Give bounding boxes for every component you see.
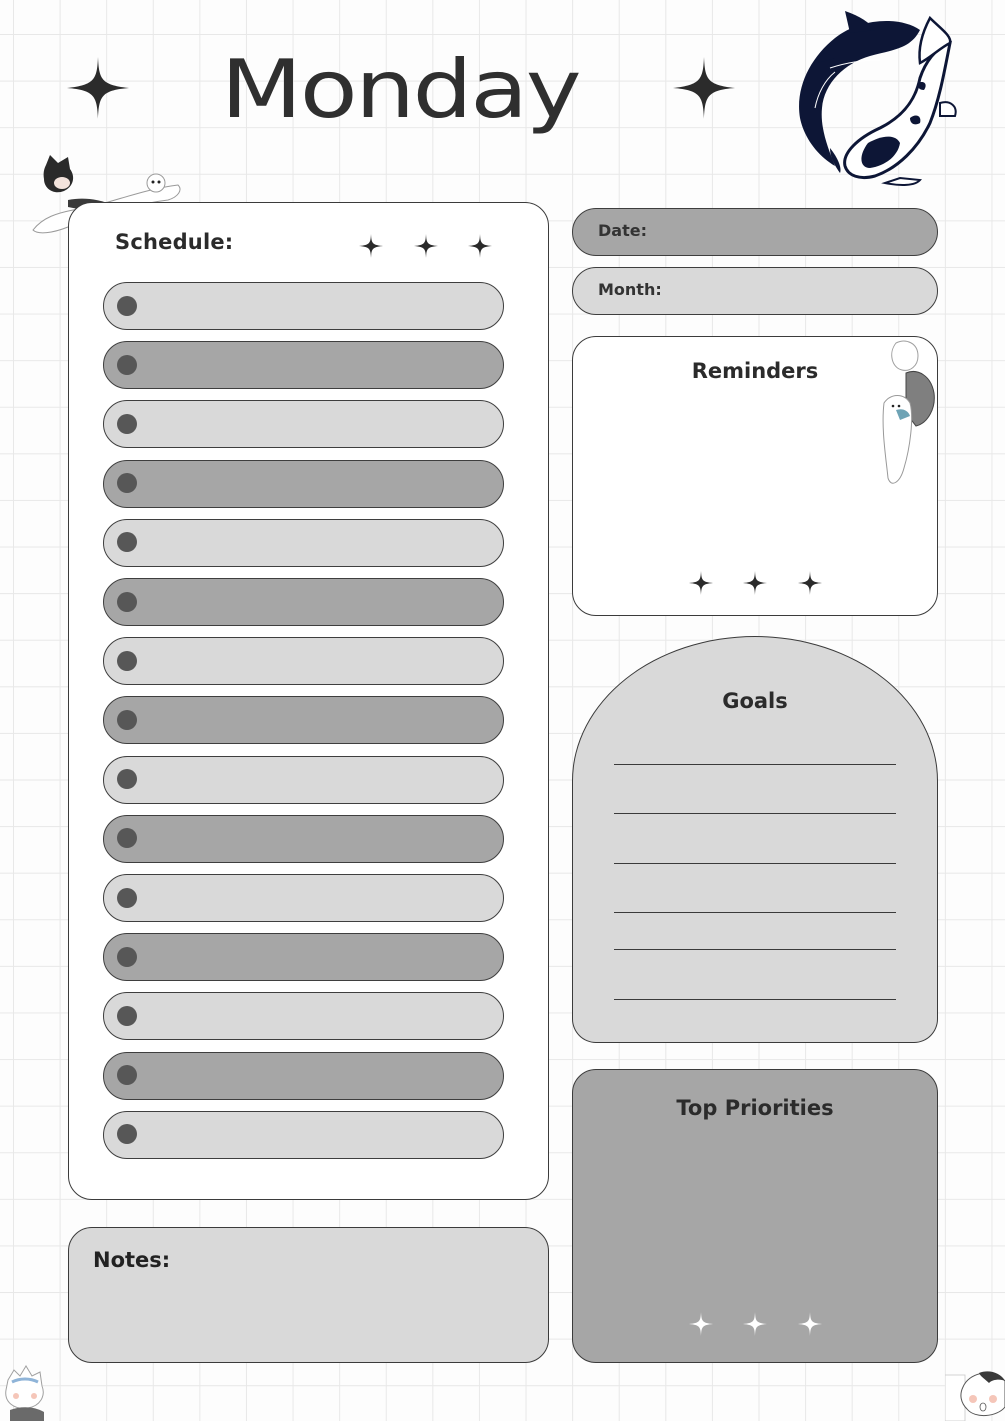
sparkle-icon: [689, 1312, 713, 1336]
page-title: Monday: [220, 43, 580, 136]
top-priorities-title: Top Priorities: [676, 1096, 834, 1120]
sparkle-icon: [798, 571, 822, 595]
bullet-dot-icon: [117, 355, 137, 375]
month-label: Month:: [598, 280, 662, 299]
bullet-dot-icon: [117, 947, 137, 967]
bullet-dot-icon: [117, 414, 137, 434]
schedule-row[interactable]: [103, 696, 504, 744]
schedule-row[interactable]: [103, 1111, 504, 1159]
sparkle-icon: [414, 234, 438, 258]
goal-line-6[interactable]: [614, 999, 896, 1000]
sparkle-icon: [359, 234, 383, 258]
schedule-label: Schedule:: [115, 230, 234, 254]
month-field[interactable]: [572, 267, 938, 315]
chibi-character-sticker: [945, 1367, 1005, 1421]
bullet-dot-icon: [117, 1065, 137, 1085]
goals-title: Goals: [722, 689, 788, 713]
bullet-dot-icon: [117, 1124, 137, 1144]
reminders-title: Reminders: [691, 359, 819, 383]
sparkle-icon: [468, 234, 492, 258]
bullet-dot-icon: [117, 710, 137, 730]
bullet-dot-icon: [117, 592, 137, 612]
notes-label: Notes:: [93, 1248, 171, 1272]
goal-line-1[interactable]: [614, 764, 896, 765]
bullet-dot-icon: [117, 888, 137, 908]
bullet-dot-icon: [117, 473, 137, 493]
schedule-row[interactable]: [103, 933, 504, 981]
schedule-row[interactable]: [103, 341, 504, 389]
sparkle-icon: [798, 1312, 822, 1336]
date-label: Date:: [598, 221, 647, 240]
koi-fish-illustration: [790, 8, 965, 193]
goal-line-2[interactable]: [614, 813, 896, 814]
sparkle-icon: [743, 1312, 767, 1336]
sparkle-icon: [743, 571, 767, 595]
schedule-row[interactable]: [103, 1052, 504, 1100]
sparkle-icon: [673, 57, 735, 119]
bullet-dot-icon: [117, 1006, 137, 1026]
chibi-character-sticker: [876, 338, 938, 490]
chibi-character-sticker: [0, 1362, 50, 1421]
goal-line-3[interactable]: [614, 863, 896, 864]
schedule-row[interactable]: [103, 992, 504, 1040]
schedule-row[interactable]: [103, 282, 504, 330]
bullet-dot-icon: [117, 296, 137, 316]
bullet-dot-icon: [117, 651, 137, 671]
schedule-row[interactable]: [103, 874, 504, 922]
schedule-row[interactable]: [103, 815, 504, 863]
goal-line-5[interactable]: [614, 949, 896, 950]
schedule-row[interactable]: [103, 578, 504, 626]
schedule-row[interactable]: [103, 756, 504, 804]
notes-panel[interactable]: [68, 1227, 549, 1363]
sparkle-icon: [67, 57, 129, 119]
schedule-row[interactable]: [103, 400, 504, 448]
sparkle-icon: [689, 571, 713, 595]
date-field[interactable]: [572, 208, 938, 256]
bullet-dot-icon: [117, 532, 137, 552]
bullet-dot-icon: [117, 828, 137, 848]
goal-line-4[interactable]: [614, 912, 896, 913]
top-priorities-panel[interactable]: [572, 1069, 938, 1363]
goals-panel[interactable]: [572, 636, 938, 1043]
schedule-row[interactable]: [103, 519, 504, 567]
bullet-dot-icon: [117, 769, 137, 789]
schedule-row[interactable]: [103, 637, 504, 685]
schedule-row[interactable]: [103, 460, 504, 508]
